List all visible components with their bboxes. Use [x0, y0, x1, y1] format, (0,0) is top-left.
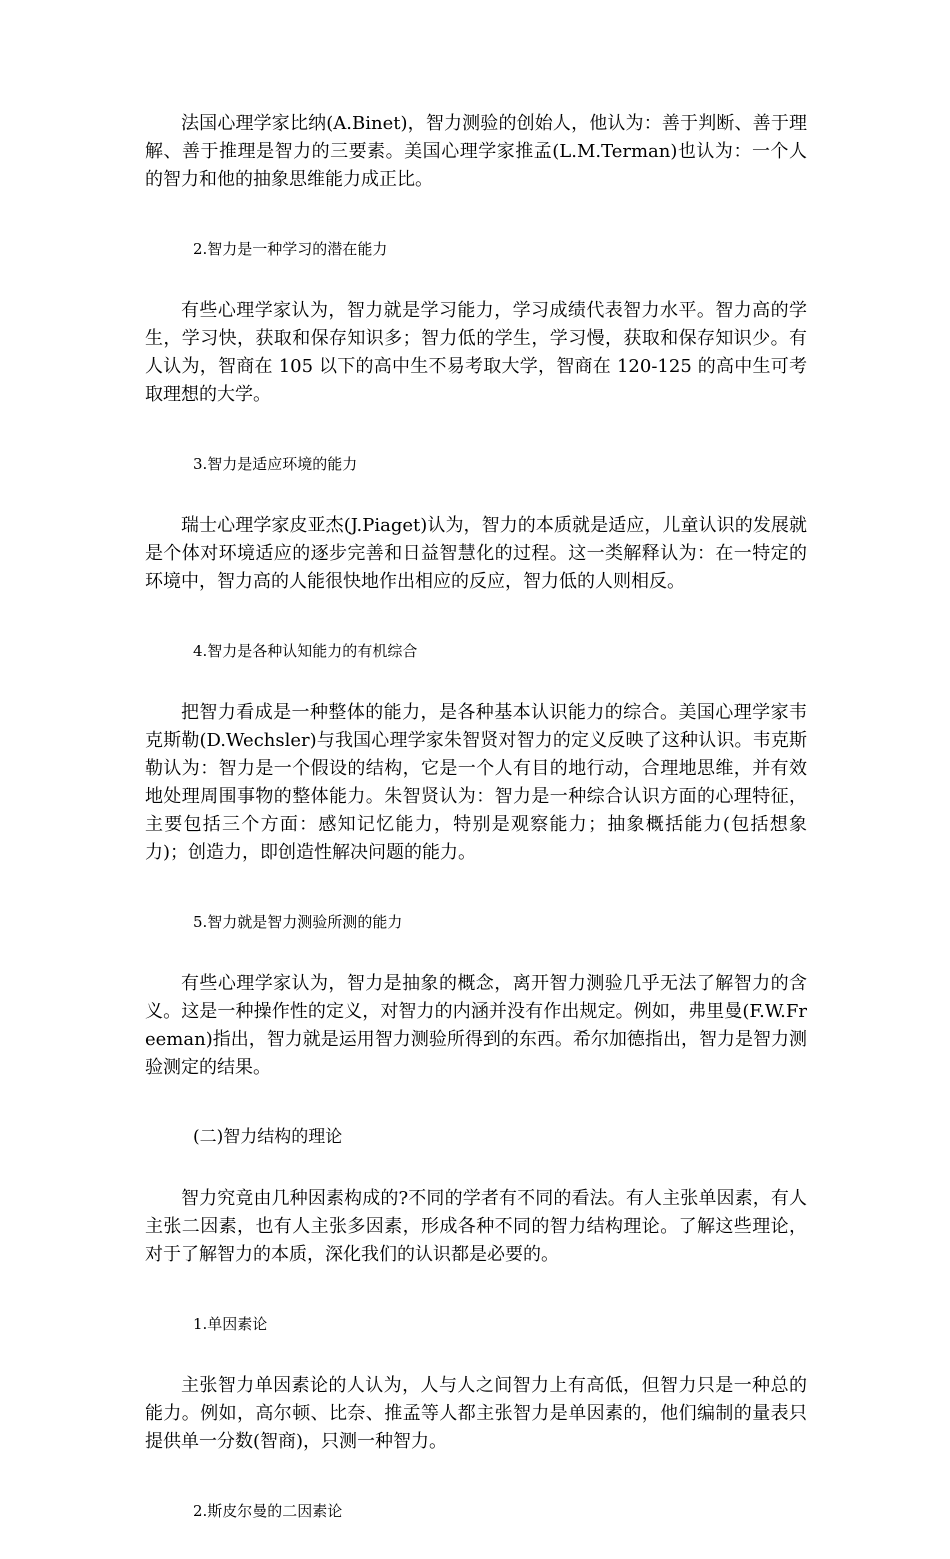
heading-learning-ability: 2.智力是一种学习的潜在能力	[193, 240, 388, 258]
heading-two-factor: 2.斯皮尔曼的二因素论	[193, 1502, 343, 1520]
document-body	[145, 110, 807, 1559]
heading-structure-theory: (二)智力结构的理论	[193, 1127, 343, 1147]
heading-cognitive-synthesis: 4.智力是各种认知能力的有机综合	[193, 642, 418, 660]
heading-adaptation: 3.智力是适应环境的能力	[193, 455, 358, 473]
heading-test-measured: 5.智力就是智力测验所测的能力	[193, 913, 403, 931]
paragraph-binet: 法国心理学家比纳(A.Binet)，智力测验的创始人，他认为：善于判断、善于理解、善于推理是智力的三要素。美国心理学家推孟(L.M.Terman)也认为：一个人的智力和他的抽象思维能力成正比。	[145, 113, 807, 190]
paragraph-freeman: 有些心理学家认为，智力是抽象的概念，离开智力测验几乎无法了解智力的含义。这是一种操作性的定义，对智力的内涵并没有作出规定。例如，弗里曼(F.W.Freeman)指出，智力就是运用智力测验所得到的东西。希尔加德指出，智力是智力测验测定的结果。	[145, 973, 807, 1078]
paragraph-learning-ability: 有些心理学家认为，智力就是学习能力，学习成绩代表智力水平。智力高的学生，学习快，获取和保存知识多；智力低的学生，学习慢，获取和保存知识少。有人认为，智商在 105 以下的高中生不易考取大学，智商在 120-125 的高中生可考取理想的大学。	[145, 300, 807, 405]
paragraph-single-factor: 主张智力单因素论的人认为，人与人之间智力上有高低，但智力只是一种总的能力。例如，高尔顿、比奈、推孟等人都主张智力是单因素的，他们编制的量表只提供单一分数(智商)，只测一种智力。	[145, 1375, 807, 1452]
paragraph-structure-theory: 智力究竟由几种因素构成的?不同的学者有不同的看法。有人主张单因素，有人主张二因素，也有人主张多因素，形成各种不同的智力结构理论。了解这些理论，对于了解智力的本质，深化我们的认识都是必要的。	[145, 1188, 807, 1265]
heading-single-factor: 1.单因素论	[193, 1315, 268, 1333]
paragraph-wechsler: 把智力看成是一种整体的能力，是各种基本认识能力的综合。美国心理学家韦克斯勒(D.Wechsler)与我国心理学家朱智贤对智力的定义反映了这种认识。韦克斯勒认为：智力是一个假设的结构，它是一个人有目的地行动，合理地思维，并有效地处理周围事物的整体能力。朱智贤认为：智力是一种综合认识方面的心理特征，主要包括三个方面：感知记忆能力，特别是观察能力；抽象概括能力(包括想象力)；创造力，即创造性解决问题的能力。	[145, 702, 807, 863]
paragraph-piaget: 瑞士心理学家皮亚杰(J.Piaget)认为，智力的本质就是适应，儿童认识的发展就是个体对环境适应的逐步完善和日益智慧化的过程。这一类解释认为：在一特定的环境中，智力高的人能很快地作出相应的反应，智力低的人则相反。	[145, 515, 807, 592]
